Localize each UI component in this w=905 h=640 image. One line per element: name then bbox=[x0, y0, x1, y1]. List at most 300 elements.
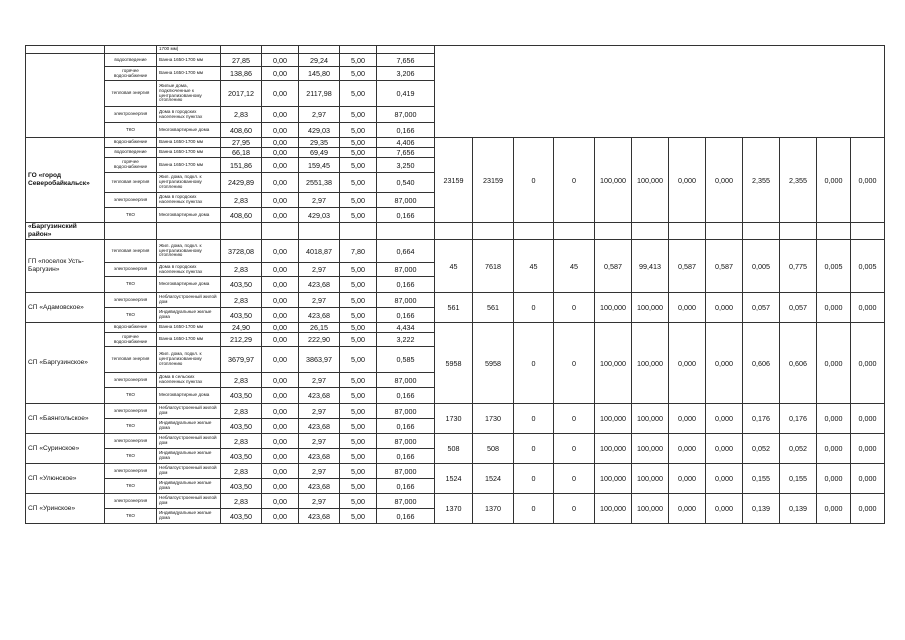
stat-value-7: 0,000 bbox=[669, 464, 706, 494]
service-type: ТКО bbox=[105, 449, 157, 464]
stat-value-12: 0,005 bbox=[851, 240, 885, 293]
tariff-value-v3: 2,97 bbox=[299, 373, 340, 388]
empty-cell bbox=[706, 223, 743, 240]
tariff-value-v2: 0,00 bbox=[262, 449, 299, 464]
tariff-value-v4: 7,80 bbox=[340, 240, 377, 263]
empty-cell bbox=[554, 223, 595, 240]
stat-value-9: 0,052 bbox=[743, 434, 780, 464]
stat-value-6: 99,413 bbox=[632, 240, 669, 293]
tariff-value-v1: 403,50 bbox=[221, 479, 262, 494]
tariff-value-v2: 0,00 bbox=[262, 240, 299, 263]
service-type: тепловая энергия bbox=[105, 240, 157, 263]
stat-value-8: 0,000 bbox=[706, 138, 743, 223]
tariff-value-v4: 5,00 bbox=[340, 54, 377, 67]
municipality-name: СП «Уринское» bbox=[26, 494, 105, 524]
tariff-row bbox=[26, 464, 885, 479]
tariff-value-v4: 5,00 bbox=[340, 107, 377, 123]
stat-value-1: 5958 bbox=[435, 323, 473, 404]
stat-value-9: 0,155 bbox=[743, 464, 780, 494]
stat-value-10: 0,176 bbox=[780, 404, 817, 434]
tariff-value-v2: 0,00 bbox=[262, 509, 299, 524]
tariff-value-v5: 87,000 bbox=[377, 193, 435, 208]
tariff-value-v3: 222,90 bbox=[299, 333, 340, 347]
stat-value-4: 45 bbox=[554, 240, 595, 293]
municipality-name: ГО «город Северобайкальск» bbox=[26, 138, 105, 223]
service-description: Дома в городских населенных пунктах bbox=[157, 107, 221, 123]
tariff-value-v4: 5,00 bbox=[340, 81, 377, 107]
tariff-value-v4: 5,00 bbox=[340, 419, 377, 434]
tariff-value-v2: 0,00 bbox=[262, 404, 299, 419]
service-type: водоотведение bbox=[105, 148, 157, 158]
tariff-value-v1: 2,83 bbox=[221, 263, 262, 277]
stat-value-10: 0,057 bbox=[780, 293, 817, 323]
tariff-value-v1: 138,86 bbox=[221, 67, 262, 81]
stat-value-9: 0,005 bbox=[743, 240, 780, 293]
tariff-value-v3: 29,35 bbox=[299, 138, 340, 148]
stat-value-7: 0,000 bbox=[669, 494, 706, 524]
service-type: электроэнергия bbox=[105, 373, 157, 388]
tariff-value-v2: 0,00 bbox=[262, 173, 299, 193]
service-description: Ванна 1650-1700 мм bbox=[157, 333, 221, 347]
service-type: тепловая энергия bbox=[105, 173, 157, 193]
service-type: ТКО bbox=[105, 479, 157, 494]
stat-value-8: 0,000 bbox=[706, 434, 743, 464]
stat-value-12: 0,000 bbox=[851, 464, 885, 494]
tariff-value-v3: 423,68 bbox=[299, 479, 340, 494]
empty-cell bbox=[26, 46, 105, 54]
tariff-value-v3: 423,68 bbox=[299, 419, 340, 434]
tariff-value-v5: 0,664 bbox=[377, 240, 435, 263]
tariff-value-v5: 87,000 bbox=[377, 107, 435, 123]
stat-value-3: 45 bbox=[514, 240, 554, 293]
tariff-value-v4: 5,00 bbox=[340, 449, 377, 464]
stat-value-2: 7618 bbox=[473, 240, 514, 293]
stat-value-10: 0,052 bbox=[780, 434, 817, 464]
tariff-value-v3: 423,68 bbox=[299, 509, 340, 524]
service-type: электроэнергия bbox=[105, 193, 157, 208]
tariff-value-v5: 0,166 bbox=[377, 123, 435, 138]
tariff-row bbox=[26, 240, 885, 263]
stat-value-3: 0 bbox=[514, 434, 554, 464]
tariff-value-v1: 2,83 bbox=[221, 293, 262, 308]
tariff-value-v2: 0,00 bbox=[262, 263, 299, 277]
stat-value-12: 0,000 bbox=[851, 323, 885, 404]
empty-cell bbox=[221, 223, 262, 240]
stat-value-7: 0,000 bbox=[669, 404, 706, 434]
stat-value-4: 0 bbox=[554, 494, 595, 524]
stat-value-7: 0,000 bbox=[669, 323, 706, 404]
tariff-value-v1: 403,50 bbox=[221, 277, 262, 293]
service-type: водоотведение bbox=[105, 54, 157, 67]
empty-cell bbox=[299, 46, 340, 54]
tariff-value-v1: 2,83 bbox=[221, 434, 262, 449]
tariff-value-v3: 2,97 bbox=[299, 193, 340, 208]
service-type: тепловая энергия bbox=[105, 347, 157, 373]
tariff-value-v5: 0,166 bbox=[377, 388, 435, 404]
service-description: Жил. дома, подкл. к централизованному отоплению bbox=[157, 173, 221, 193]
tariff-value-v1: 2,83 bbox=[221, 107, 262, 123]
tariff-value-v4: 5,00 bbox=[340, 347, 377, 373]
tariff-value-v2: 0,00 bbox=[262, 67, 299, 81]
stat-value-1: 45 bbox=[435, 240, 473, 293]
tariff-value-v1: 403,50 bbox=[221, 388, 262, 404]
tariff-value-v4: 5,00 bbox=[340, 509, 377, 524]
service-description: Индивидуальные жилые дома bbox=[157, 509, 221, 524]
tariff-value-v1: 403,50 bbox=[221, 308, 262, 323]
tariff-value-v4: 5,00 bbox=[340, 193, 377, 208]
tariff-row bbox=[26, 404, 885, 419]
tariff-value-v3: 2,97 bbox=[299, 263, 340, 277]
tariff-value-v3: 429,03 bbox=[299, 208, 340, 223]
stat-value-9: 0,139 bbox=[743, 494, 780, 524]
service-type: электроэнергия bbox=[105, 494, 157, 509]
service-description: Многоквартирные дома bbox=[157, 388, 221, 404]
stat-value-2: 561 bbox=[473, 293, 514, 323]
stat-value-10: 0,606 bbox=[780, 323, 817, 404]
tariff-value-v2: 0,00 bbox=[262, 308, 299, 323]
service-description: Ванна 1650-1700 мм bbox=[157, 54, 221, 67]
stats-empty bbox=[435, 46, 885, 138]
tariff-value-v5: 0,166 bbox=[377, 419, 435, 434]
municipality-name bbox=[26, 54, 105, 138]
stat-value-12: 0,000 bbox=[851, 494, 885, 524]
empty-cell bbox=[340, 46, 377, 54]
service-type: водоснабжение bbox=[105, 138, 157, 148]
tariff-value-v3: 423,68 bbox=[299, 388, 340, 404]
empty-cell bbox=[595, 223, 632, 240]
stat-value-1: 561 bbox=[435, 293, 473, 323]
stat-value-1: 1370 bbox=[435, 494, 473, 524]
tariff-value-v4: 5,00 bbox=[340, 308, 377, 323]
empty-cell bbox=[262, 46, 299, 54]
tariff-value-v3: 423,68 bbox=[299, 449, 340, 464]
stat-value-4: 0 bbox=[554, 464, 595, 494]
empty-cell bbox=[157, 223, 221, 240]
tariff-value-v3: 29,24 bbox=[299, 54, 340, 67]
stat-value-3: 0 bbox=[514, 293, 554, 323]
stat-value-11: 0,000 bbox=[817, 404, 851, 434]
service-description: Индивидуальные жилые дома bbox=[157, 449, 221, 464]
service-description: Ванна 1650-1700 мм bbox=[157, 158, 221, 173]
tariff-value-v3: 4018,87 bbox=[299, 240, 340, 263]
tariff-value-v5: 0,419 bbox=[377, 81, 435, 107]
service-type: электроэнергия bbox=[105, 107, 157, 123]
stat-value-5: 100,000 bbox=[595, 323, 632, 404]
empty-cell bbox=[377, 46, 435, 54]
tariff-value-v1: 408,60 bbox=[221, 123, 262, 138]
stat-value-8: 0,000 bbox=[706, 494, 743, 524]
stat-value-2: 1370 bbox=[473, 494, 514, 524]
tariff-row bbox=[26, 434, 885, 449]
tariff-value-v1: 2,83 bbox=[221, 193, 262, 208]
empty-cell bbox=[851, 223, 885, 240]
tariff-value-v2: 0,00 bbox=[262, 208, 299, 223]
stat-value-4: 0 bbox=[554, 293, 595, 323]
service-description: Дома в городских населенных пунктах bbox=[157, 263, 221, 277]
municipality-name: СП «Баргузинское» bbox=[26, 323, 105, 404]
empty-cell bbox=[340, 223, 377, 240]
stat-value-5: 100,000 bbox=[595, 138, 632, 223]
tariff-value-v4: 5,00 bbox=[340, 373, 377, 388]
stat-value-8: 0,000 bbox=[706, 404, 743, 434]
tariff-value-v1: 2017,12 bbox=[221, 81, 262, 107]
stat-value-1: 508 bbox=[435, 434, 473, 464]
stat-value-2: 1730 bbox=[473, 404, 514, 434]
service-type: ТКО bbox=[105, 509, 157, 524]
tariff-value-v2: 0,00 bbox=[262, 388, 299, 404]
stat-value-10: 0,775 bbox=[780, 240, 817, 293]
tariff-value-v2: 0,00 bbox=[262, 277, 299, 293]
service-type: электроэнергия bbox=[105, 263, 157, 277]
stat-value-2: 1524 bbox=[473, 464, 514, 494]
document-page bbox=[25, 45, 885, 524]
tariff-value-v3: 3863,97 bbox=[299, 347, 340, 373]
tariff-value-v2: 0,00 bbox=[262, 323, 299, 333]
tariff-value-v2: 0,00 bbox=[262, 193, 299, 208]
tariff-value-v5: 0,166 bbox=[377, 479, 435, 494]
tariff-value-v3: 423,68 bbox=[299, 277, 340, 293]
service-type: ТКО bbox=[105, 277, 157, 293]
tariff-value-v1: 151,86 bbox=[221, 158, 262, 173]
empty-cell bbox=[105, 46, 157, 54]
tariff-row bbox=[26, 323, 885, 333]
tariff-value-v5: 7,656 bbox=[377, 54, 435, 67]
service-description: Ванна 1650-1700 мм bbox=[157, 67, 221, 81]
tariff-value-v4: 5,00 bbox=[340, 479, 377, 494]
tariff-value-v1: 27,85 bbox=[221, 54, 262, 67]
stat-value-10: 0,155 bbox=[780, 464, 817, 494]
empty-cell bbox=[105, 223, 157, 240]
tariff-row bbox=[26, 293, 885, 308]
service-description: Неблагоустроенный жилой дом bbox=[157, 434, 221, 449]
tariff-value-v2: 0,00 bbox=[262, 54, 299, 67]
tariff-value-v3: 2551,38 bbox=[299, 173, 340, 193]
service-description: Индивидуальные жилые дома bbox=[157, 308, 221, 323]
tariff-value-v5: 87,000 bbox=[377, 373, 435, 388]
tariff-value-v2: 0,00 bbox=[262, 107, 299, 123]
stat-value-6: 100,000 bbox=[632, 494, 669, 524]
stat-value-9: 2,355 bbox=[743, 138, 780, 223]
tariff-value-v3: 2,97 bbox=[299, 464, 340, 479]
service-type: электроэнергия bbox=[105, 404, 157, 419]
caption-cell: 1700 мм) bbox=[157, 46, 221, 54]
tariff-value-v1: 403,50 bbox=[221, 419, 262, 434]
stat-value-1: 1524 bbox=[435, 464, 473, 494]
tariff-row bbox=[26, 138, 885, 148]
tariff-value-v4: 5,00 bbox=[340, 123, 377, 138]
stat-value-8: 0,000 bbox=[706, 464, 743, 494]
tariff-value-v2: 0,00 bbox=[262, 347, 299, 373]
stat-value-6: 100,000 bbox=[632, 434, 669, 464]
stat-value-3: 0 bbox=[514, 404, 554, 434]
empty-cell bbox=[435, 223, 473, 240]
stat-value-11: 0,000 bbox=[817, 494, 851, 524]
tariff-value-v5: 3,222 bbox=[377, 333, 435, 347]
stat-value-5: 100,000 bbox=[595, 464, 632, 494]
service-description: Жил. дома, подкл. к централизованному отоплению bbox=[157, 240, 221, 263]
service-type: электроэнергия bbox=[105, 293, 157, 308]
tariff-value-v5: 7,656 bbox=[377, 148, 435, 158]
district-header-row bbox=[26, 223, 885, 240]
stat-value-5: 100,000 bbox=[595, 293, 632, 323]
stat-value-9: 0,057 bbox=[743, 293, 780, 323]
tariff-value-v1: 212,29 bbox=[221, 333, 262, 347]
tariff-value-v4: 5,00 bbox=[340, 464, 377, 479]
stat-value-2: 23159 bbox=[473, 138, 514, 223]
tariff-value-v5: 0,166 bbox=[377, 449, 435, 464]
tariff-value-v3: 2117,98 bbox=[299, 81, 340, 107]
service-type: ТКО bbox=[105, 419, 157, 434]
service-description: Дома в сельских населенных пунктах bbox=[157, 373, 221, 388]
service-description: Неблагоустроенный жилой дом bbox=[157, 293, 221, 308]
stat-value-7: 0,000 bbox=[669, 138, 706, 223]
stat-value-10: 0,139 bbox=[780, 494, 817, 524]
municipality-name: ГП «поселок Усть-Баргузин» bbox=[26, 240, 105, 293]
tariff-value-v4: 5,00 bbox=[340, 404, 377, 419]
tariff-value-v5: 0,166 bbox=[377, 308, 435, 323]
service-description: Неблагоустроенный жилой дом bbox=[157, 404, 221, 419]
tariff-value-v4: 5,00 bbox=[340, 138, 377, 148]
tariff-value-v4: 5,00 bbox=[340, 208, 377, 223]
service-description: Дома в городских населенных пунктах bbox=[157, 193, 221, 208]
tariff-value-v2: 0,00 bbox=[262, 138, 299, 148]
tariff-value-v3: 2,97 bbox=[299, 494, 340, 509]
tariff-value-v2: 0,00 bbox=[262, 81, 299, 107]
stat-value-6: 100,000 bbox=[632, 293, 669, 323]
tariff-value-v2: 0,00 bbox=[262, 373, 299, 388]
municipality-name: СП «Адамовское» bbox=[26, 293, 105, 323]
tariff-value-v4: 5,00 bbox=[340, 263, 377, 277]
tariff-value-v1: 408,60 bbox=[221, 208, 262, 223]
service-description: Ванна 1650-1700 мм bbox=[157, 323, 221, 333]
stat-value-8: 0,000 bbox=[706, 293, 743, 323]
stat-value-3: 0 bbox=[514, 323, 554, 404]
stat-value-11: 0,000 bbox=[817, 323, 851, 404]
tariff-value-v1: 2429,89 bbox=[221, 173, 262, 193]
stat-value-8: 0,000 bbox=[706, 323, 743, 404]
stat-value-4: 0 bbox=[554, 434, 595, 464]
service-type: ТКО bbox=[105, 208, 157, 223]
tariff-table bbox=[25, 45, 885, 524]
tariff-value-v1: 24,90 bbox=[221, 323, 262, 333]
stat-value-2: 5958 bbox=[473, 323, 514, 404]
tariff-value-v3: 26,15 bbox=[299, 323, 340, 333]
tariff-value-v4: 5,00 bbox=[340, 148, 377, 158]
stat-value-6: 100,000 bbox=[632, 323, 669, 404]
stat-value-3: 0 bbox=[514, 494, 554, 524]
service-description: Многоквартирные дома bbox=[157, 277, 221, 293]
stat-value-5: 100,000 bbox=[595, 404, 632, 434]
service-description: Многоквартирные дома bbox=[157, 208, 221, 223]
service-type: горячее водоснабжение bbox=[105, 333, 157, 347]
tariff-value-v5: 0,166 bbox=[377, 277, 435, 293]
stat-value-12: 0,000 bbox=[851, 434, 885, 464]
empty-cell bbox=[262, 223, 299, 240]
empty-cell bbox=[377, 223, 435, 240]
tariff-value-v1: 3728,08 bbox=[221, 240, 262, 263]
tariff-value-v3: 159,45 bbox=[299, 158, 340, 173]
tariff-value-v2: 0,00 bbox=[262, 434, 299, 449]
tariff-value-v4: 5,00 bbox=[340, 434, 377, 449]
empty-cell bbox=[473, 223, 514, 240]
stat-value-2: 508 bbox=[473, 434, 514, 464]
stat-value-7: 0,000 bbox=[669, 293, 706, 323]
stat-value-11: 0,000 bbox=[817, 464, 851, 494]
tariff-value-v3: 2,97 bbox=[299, 293, 340, 308]
stat-value-1: 1730 bbox=[435, 404, 473, 434]
tariff-value-v3: 423,68 bbox=[299, 308, 340, 323]
stat-value-6: 100,000 bbox=[632, 404, 669, 434]
stat-value-5: 0,587 bbox=[595, 240, 632, 293]
tariff-value-v4: 5,00 bbox=[340, 494, 377, 509]
tariff-value-v5: 3,206 bbox=[377, 67, 435, 81]
tariff-value-v3: 2,97 bbox=[299, 434, 340, 449]
tariff-value-v5: 0,166 bbox=[377, 208, 435, 223]
stat-value-11: 0,000 bbox=[817, 434, 851, 464]
service-description: Ванна 1650-1700 мм bbox=[157, 148, 221, 158]
tariff-row bbox=[26, 494, 885, 509]
service-type: ТКО bbox=[105, 308, 157, 323]
stat-value-10: 2,355 bbox=[780, 138, 817, 223]
tariff-value-v4: 5,00 bbox=[340, 323, 377, 333]
empty-cell bbox=[743, 223, 780, 240]
service-description: Многоквартирные дома bbox=[157, 123, 221, 138]
stat-value-4: 0 bbox=[554, 138, 595, 223]
tariff-value-v2: 0,00 bbox=[262, 148, 299, 158]
tariff-value-v2: 0,00 bbox=[262, 494, 299, 509]
tariff-value-v2: 0,00 bbox=[262, 333, 299, 347]
stat-value-5: 100,000 bbox=[595, 434, 632, 464]
stat-value-6: 100,000 bbox=[632, 138, 669, 223]
tariff-value-v4: 5,00 bbox=[340, 293, 377, 308]
service-type: водоснабжение bbox=[105, 323, 157, 333]
tariff-value-v3: 2,97 bbox=[299, 107, 340, 123]
municipality-name: СП «Улюнское» bbox=[26, 464, 105, 494]
tariff-value-v2: 0,00 bbox=[262, 419, 299, 434]
stat-value-11: 0,005 bbox=[817, 240, 851, 293]
tariff-value-v1: 2,83 bbox=[221, 404, 262, 419]
tariff-value-v3: 2,97 bbox=[299, 404, 340, 419]
service-type: электроэнергия bbox=[105, 464, 157, 479]
tariff-table-body bbox=[26, 46, 885, 524]
tariff-value-v1: 2,83 bbox=[221, 373, 262, 388]
stat-value-6: 100,000 bbox=[632, 464, 669, 494]
tariff-value-v5: 87,000 bbox=[377, 464, 435, 479]
tariff-value-v1: 2,83 bbox=[221, 494, 262, 509]
tariff-value-v5: 4,434 bbox=[377, 323, 435, 333]
tariff-value-v5: 0,585 bbox=[377, 347, 435, 373]
service-description: Ванна 1650-1700 мм bbox=[157, 138, 221, 148]
tariff-value-v5: 4,406 bbox=[377, 138, 435, 148]
tariff-value-v3: 145,80 bbox=[299, 67, 340, 81]
stat-value-12: 0,000 bbox=[851, 293, 885, 323]
tariff-value-v5: 0,540 bbox=[377, 173, 435, 193]
stat-value-7: 0,000 bbox=[669, 434, 706, 464]
service-type: электроэнергия bbox=[105, 434, 157, 449]
stat-value-5: 100,000 bbox=[595, 494, 632, 524]
tariff-value-v1: 3679,97 bbox=[221, 347, 262, 373]
tariff-value-v5: 87,000 bbox=[377, 434, 435, 449]
continuation-row bbox=[26, 46, 885, 54]
stat-value-12: 0,000 bbox=[851, 138, 885, 223]
tariff-value-v3: 429,03 bbox=[299, 123, 340, 138]
service-type: тепловая энергия bbox=[105, 81, 157, 107]
stat-value-3: 0 bbox=[514, 138, 554, 223]
service-description: Индивидуальные жилые дома bbox=[157, 479, 221, 494]
tariff-value-v2: 0,00 bbox=[262, 123, 299, 138]
tariff-value-v3: 69,49 bbox=[299, 148, 340, 158]
tariff-value-v1: 403,50 bbox=[221, 449, 262, 464]
